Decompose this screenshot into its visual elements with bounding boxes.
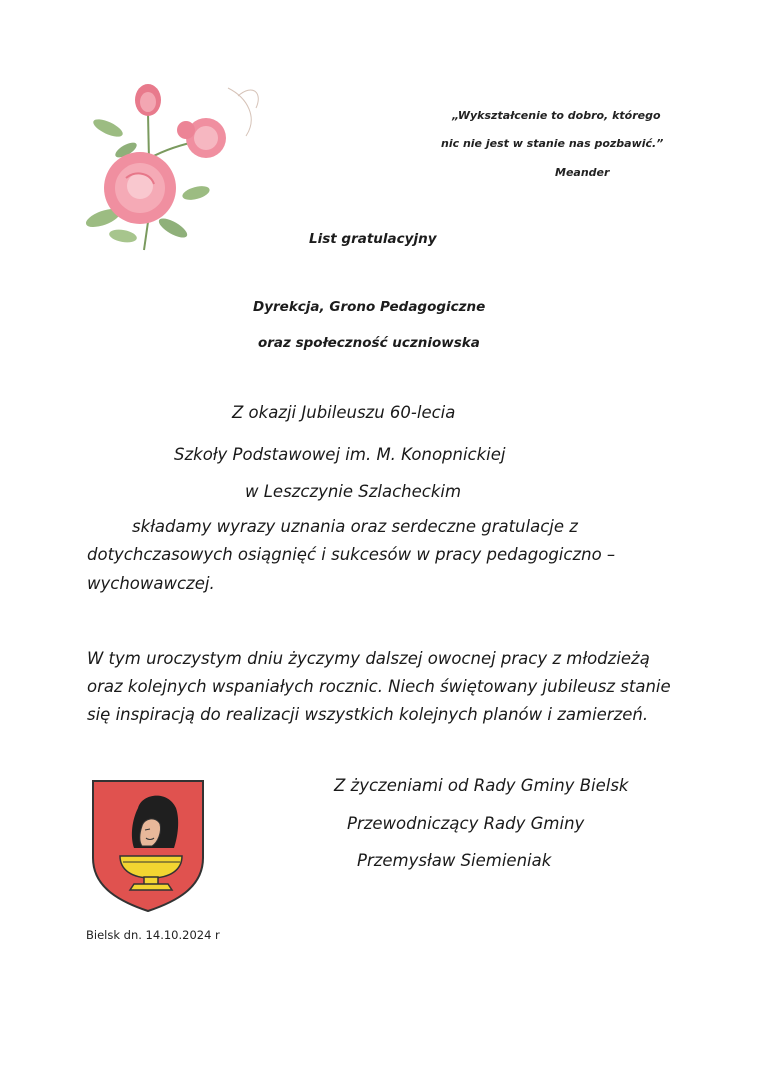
occasion-line-2: Szkoły Podstawowej im. M. Konopnickiej: [174, 445, 506, 464]
coat-of-arms-icon: [90, 778, 206, 914]
signature-line-3: Przemysław Siemieniak: [357, 851, 552, 870]
letter-date: Bielsk dn. 14.10.2024 r: [86, 928, 220, 942]
occasion-line-3: w Leszczynie Szlacheckim: [245, 482, 462, 501]
signature-line-1: Z życzeniami od Rady Gminy Bielsk: [334, 776, 629, 795]
occasion-line-1: Z okazji Jubileuszu 60-lecia: [232, 403, 456, 422]
paragraph-2-line-2: oraz kolejnych wspaniałych rocznic. Niech świętowany jubileusz stanie: [87, 677, 671, 696]
paragraph-2-line-1: W tym uroczystym dniu życzymy dalszej owocnej pracy z młodzieżą: [87, 649, 650, 668]
paragraph-1-line-1: składamy wyrazy uznania oraz serdeczne gratulacje z: [132, 517, 578, 536]
quote-line-2: nic nie jest w stanie nas pozbawić.”: [441, 137, 664, 150]
paragraph-1-line-2: dotychczasowych osiągnięć i sukcesów w pracy pedagogiczno –: [87, 545, 616, 564]
roses-illustration: [78, 78, 268, 256]
quote-author: Meander: [555, 166, 610, 179]
paragraph-2-line-3: się inspiracją do realizacji wszystkich kolejnych planów i zamierzeń.: [87, 705, 649, 724]
sender-line-1: Dyrekcja, Grono Pedagogiczne: [253, 299, 486, 315]
signature-line-2: Przewodniczący Rady Gminy: [347, 814, 585, 833]
letter-title: List gratulacyjny: [309, 231, 437, 247]
sender-line-2: oraz społeczność uczniowska: [258, 335, 480, 351]
quote-line-1: „Wykształcenie to dobro, którego: [452, 109, 661, 122]
paragraph-1-line-3: wychowawczej.: [87, 574, 215, 593]
